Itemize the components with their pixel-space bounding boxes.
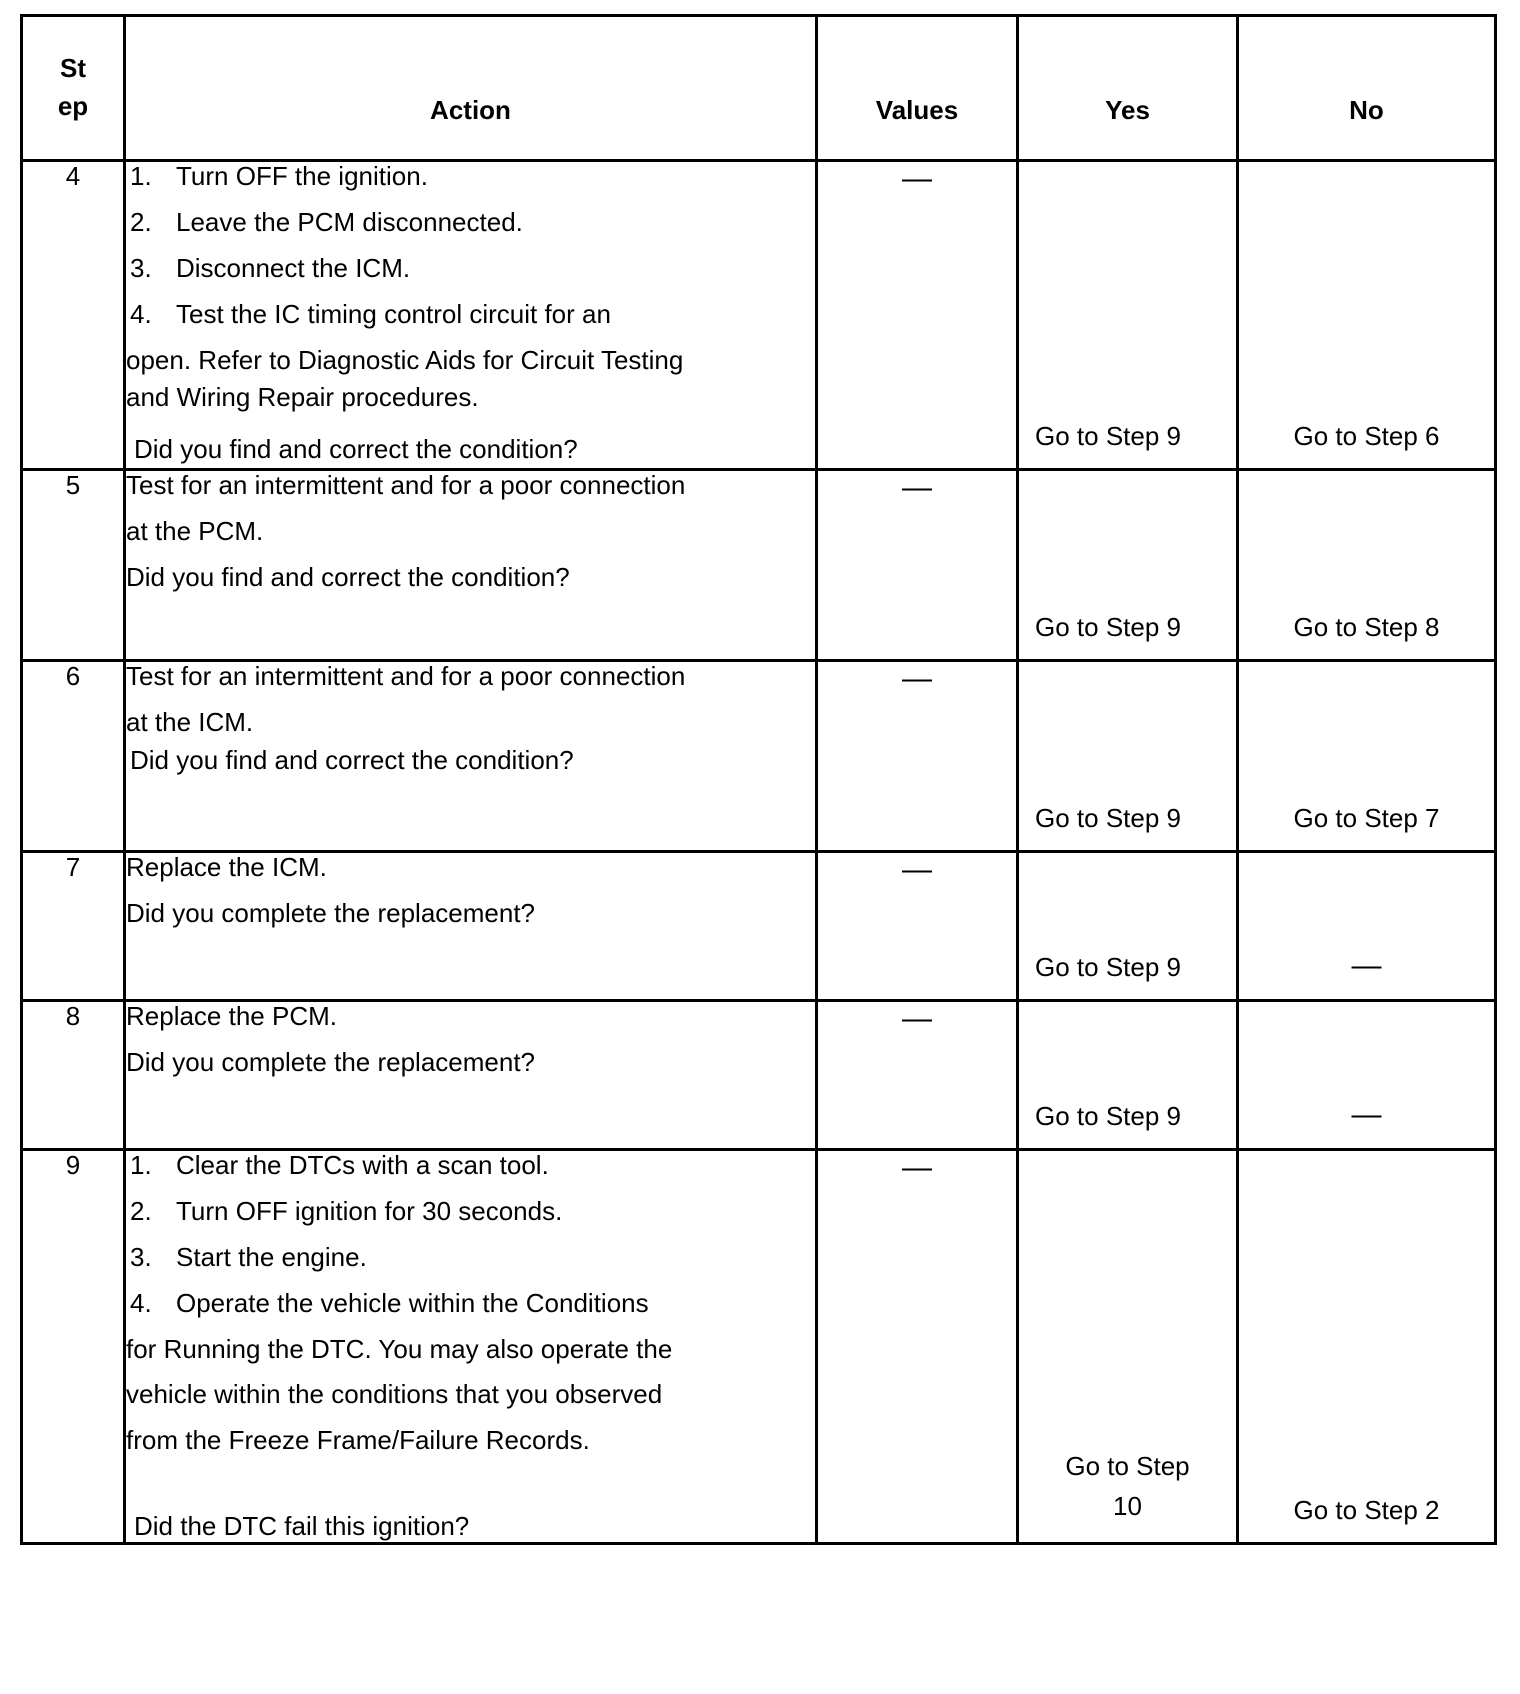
action-line: 1. Turn OFF the ignition. xyxy=(130,161,428,191)
values-cell xyxy=(817,1150,1018,1544)
values-cell xyxy=(817,470,1018,661)
header-yes: Yes xyxy=(1018,16,1238,161)
yes-cell xyxy=(1018,470,1238,661)
no-result xyxy=(1239,949,1494,984)
values-dash: — xyxy=(902,1151,932,1184)
diagnostic-step-table xyxy=(20,14,1497,1545)
no-cell xyxy=(1238,1150,1496,1544)
header-step-line2: ep xyxy=(57,91,89,121)
values-dash: — xyxy=(902,162,932,195)
action-question: Did you complete the replacement? xyxy=(126,1046,536,1077)
no-cell xyxy=(1238,852,1496,1001)
no-dash: — xyxy=(1351,948,1382,982)
yes-result: Go to Step 9 xyxy=(1035,421,1181,452)
yes-result: Go to Step 9 xyxy=(1035,1101,1181,1132)
yes-cell xyxy=(1018,661,1238,852)
yes-result: Go to Step 9 xyxy=(1035,803,1181,834)
action-line: 3. Start the engine. xyxy=(130,1241,367,1272)
yes-result: Go to Step 9 xyxy=(1035,952,1181,983)
yes-cell xyxy=(1018,852,1238,1001)
no-cell xyxy=(1238,470,1496,661)
action-line: Test for an intermittent and for a poor connection xyxy=(126,661,686,691)
yes-result xyxy=(1019,1446,1236,1527)
no-cell xyxy=(1238,1001,1496,1150)
action-question: Did you find and correct the condition? xyxy=(130,744,574,775)
yes-cell xyxy=(1018,1001,1238,1150)
values-cell xyxy=(817,161,1018,470)
values-dash: — xyxy=(902,853,932,886)
no-dash: — xyxy=(1351,1097,1382,1131)
yes-cell xyxy=(1018,161,1238,470)
yes-cell xyxy=(1018,1150,1238,1544)
action-cell xyxy=(125,852,817,1001)
action-line: 1. Clear the DTCs with a scan tool. xyxy=(130,1150,549,1180)
table-row xyxy=(22,1001,1496,1150)
values-cell xyxy=(817,661,1018,852)
step-number: 5 xyxy=(22,470,125,661)
table-row xyxy=(22,1150,1496,1544)
no-result: Go to Step 8 xyxy=(1293,612,1440,643)
action-line: 3. Disconnect the ICM. xyxy=(130,252,411,283)
action-line: 4. Test the IC timing control circuit for an xyxy=(130,298,611,329)
action-cell xyxy=(125,470,817,661)
header-step-text xyxy=(23,50,123,125)
action-question: Did the DTC fail this ignition? xyxy=(134,1511,470,1542)
no-result xyxy=(1239,1098,1494,1133)
action-cell xyxy=(125,161,817,470)
table-row xyxy=(22,852,1496,1001)
table-row xyxy=(22,470,1496,661)
action-line: from the Freeze Frame/Failure Records. xyxy=(126,1425,590,1456)
action-line: for Running the DTC. You may also operate the xyxy=(126,1333,673,1364)
values-cell xyxy=(817,1001,1018,1150)
action-line: at the PCM. xyxy=(126,515,264,546)
yes-result-line1: Go to Step xyxy=(1065,1450,1190,1481)
action-cell xyxy=(125,661,817,852)
table-row xyxy=(22,661,1496,852)
action-cell xyxy=(125,1150,817,1544)
no-cell xyxy=(1238,161,1496,470)
action-question: Did you find and correct the condition? xyxy=(134,434,578,465)
values-dash: — xyxy=(902,471,932,504)
step-number: 9 xyxy=(22,1150,125,1544)
action-line: Replace the PCM. xyxy=(126,1001,337,1031)
header-step-line1: St xyxy=(60,53,86,84)
values-cell xyxy=(817,852,1018,1001)
action-line: 2. Leave the PCM disconnected. xyxy=(130,206,523,237)
action-line: Test for an intermittent and for a poor connection xyxy=(126,470,686,500)
no-result: Go to Step 7 xyxy=(1293,803,1440,834)
yes-result: Go to Step 9 xyxy=(1035,612,1181,643)
yes-result-line2: 10 xyxy=(1113,1490,1142,1521)
step-number: 7 xyxy=(22,852,125,1001)
values-dash: — xyxy=(902,662,932,695)
action-line: 4. Operate the vehicle within the Conditions xyxy=(130,1287,649,1318)
action-line: Replace the ICM. xyxy=(126,852,327,882)
values-dash: — xyxy=(902,1002,932,1035)
action-question: Did you find and correct the condition? xyxy=(126,561,570,592)
step-number: 8 xyxy=(22,1001,125,1150)
action-line: open. Refer to Diagnostic Aids for Circuit Testing xyxy=(126,344,684,375)
step-number: 4 xyxy=(22,161,125,470)
action-line: at the ICM. xyxy=(126,706,254,737)
action-question: Did you complete the replacement? xyxy=(126,897,536,928)
header-no: No xyxy=(1238,16,1496,161)
action-line: 2. Turn OFF ignition for 30 seconds. xyxy=(130,1195,563,1226)
table-row xyxy=(22,161,1496,470)
no-result: Go to Step 6 xyxy=(1293,421,1440,452)
header-values: Values xyxy=(817,16,1018,161)
action-line: vehicle within the conditions that you observed xyxy=(126,1379,663,1410)
action-cell xyxy=(125,1001,817,1150)
no-cell xyxy=(1238,661,1496,852)
step-number: 6 xyxy=(22,661,125,852)
header-action: Action xyxy=(125,16,817,161)
no-result: Go to Step 2 xyxy=(1293,1495,1440,1526)
header-step xyxy=(22,16,125,161)
action-line: and Wiring Repair procedures. xyxy=(126,382,479,413)
header-row xyxy=(22,16,1496,161)
